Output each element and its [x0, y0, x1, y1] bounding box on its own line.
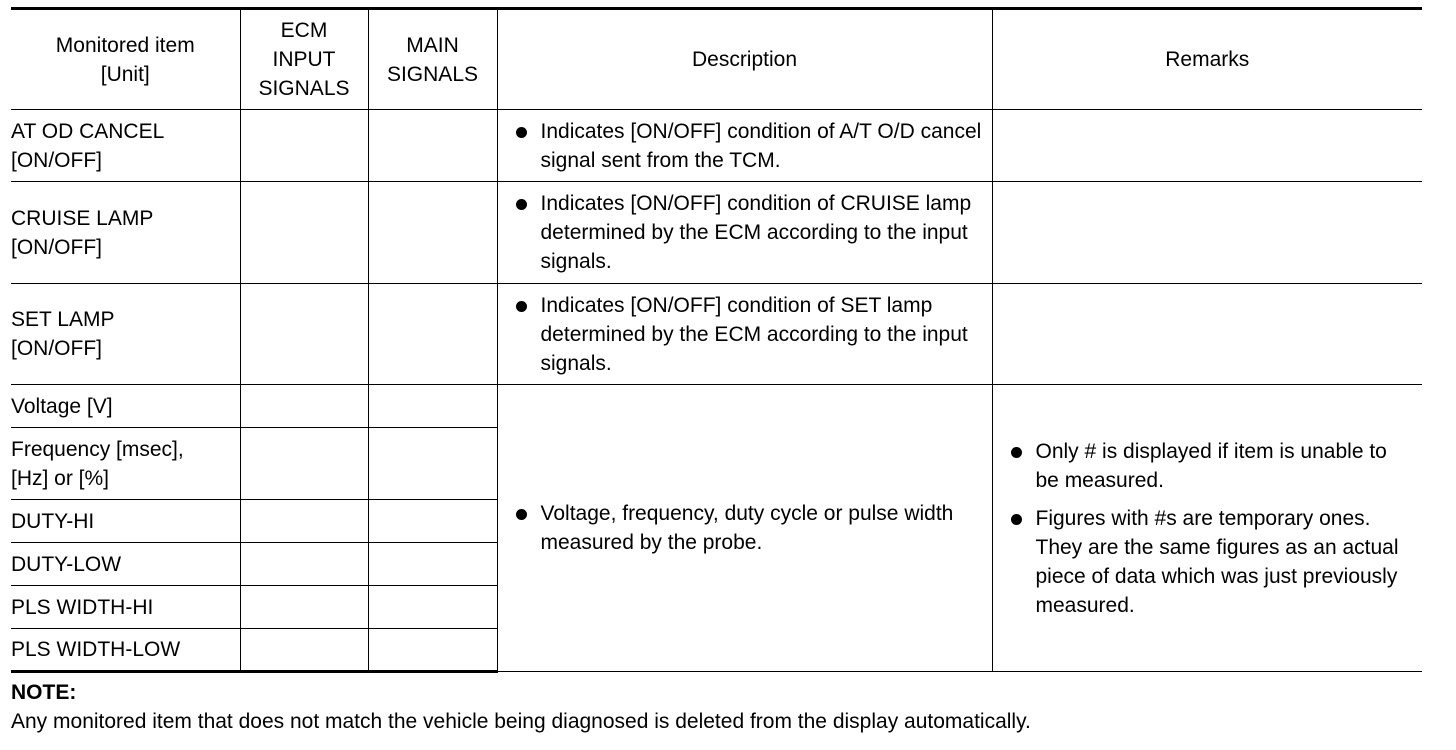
monitored-item-cell: CRUISE LAMP [ON/OFF]	[11, 182, 240, 284]
monitor-items-table	[11, 7, 1422, 673]
ecm-input-signal-cell	[240, 284, 368, 385]
monitored-item-cell: SET LAMP [ON/OFF]	[11, 284, 240, 385]
description-cell	[497, 284, 992, 385]
monitored-item-cell: DUTY-HI	[11, 500, 240, 543]
main-signal-cell	[368, 629, 497, 672]
ecm-input-signal-cell	[240, 629, 368, 672]
ecm-input-signal-cell	[240, 543, 368, 586]
main-signal-cell	[368, 110, 497, 182]
description-bullet: Voltage, frequency, duty cycle or pulse width measured by the probe.	[516, 499, 982, 557]
monitored-item-cell: DUTY-LOW	[11, 543, 240, 586]
remarks-bullet: Only # is displayed if item is unable to be measured.	[1011, 437, 1413, 495]
main-signal-cell	[368, 428, 497, 500]
description-bullet: Indicates [ON/OFF] condition of A/T O/D cancel signal sent from the TCM.	[516, 117, 982, 175]
probe-remarks-cell	[992, 385, 1422, 672]
header-main-signals: MAIN SIGNALS	[368, 9, 497, 110]
table-row	[11, 385, 1422, 428]
main-signal-cell	[368, 500, 497, 543]
note-title: NOTE:	[11, 681, 77, 704]
monitored-item-cell: AT OD CANCEL [ON/OFF]	[11, 110, 240, 182]
remarks-cell	[992, 182, 1422, 284]
header-description: Description	[497, 9, 992, 110]
remarks-bullet: Figures with #s are temporary ones. They are the same figures as an actual piece of data which was just previously measured.	[1011, 504, 1413, 620]
remarks-cell	[992, 110, 1422, 182]
header-row	[11, 9, 1422, 110]
monitored-item-cell: Frequency [msec], [Hz] or [%]	[11, 428, 240, 500]
ecm-input-signal-cell	[240, 586, 368, 629]
monitored-item-cell: PLS WIDTH-HI	[11, 586, 240, 629]
ecm-input-signal-cell	[240, 385, 368, 428]
header-remarks: Remarks	[992, 9, 1422, 110]
description-cell	[497, 110, 992, 182]
ecm-input-signal-cell	[240, 428, 368, 500]
main-signal-cell	[368, 543, 497, 586]
table-row	[11, 182, 1422, 284]
note-text: Any monitored item that does not match the vehicle being diagnosed is deleted from the display automatically.	[11, 710, 1031, 733]
table-row	[11, 110, 1422, 182]
main-signal-cell	[368, 284, 497, 385]
monitored-item-cell: Voltage [V]	[11, 385, 240, 428]
monitored-item-cell: PLS WIDTH-LOW	[11, 629, 240, 672]
table-row	[11, 284, 1422, 385]
main-signal-cell	[368, 182, 497, 284]
header-ecm-input-signals: ECM INPUT SIGNALS	[240, 9, 368, 110]
main-signal-cell	[368, 586, 497, 629]
description-bullet: Indicates [ON/OFF] condition of CRUISE lamp determined by the ECM according to the input signals.	[516, 189, 982, 276]
description-cell	[497, 182, 992, 284]
probe-description-cell	[497, 385, 992, 672]
header-monitored-item: Monitored item [Unit]	[11, 9, 240, 110]
ecm-input-signal-cell	[240, 110, 368, 182]
ecm-input-signal-cell	[240, 182, 368, 284]
main-signal-cell	[368, 385, 497, 428]
remarks-cell	[992, 284, 1422, 385]
description-bullet: Indicates [ON/OFF] condition of SET lamp determined by the ECM according to the input signals.	[516, 291, 982, 378]
note-section	[11, 678, 1031, 736]
ecm-input-signal-cell	[240, 500, 368, 543]
